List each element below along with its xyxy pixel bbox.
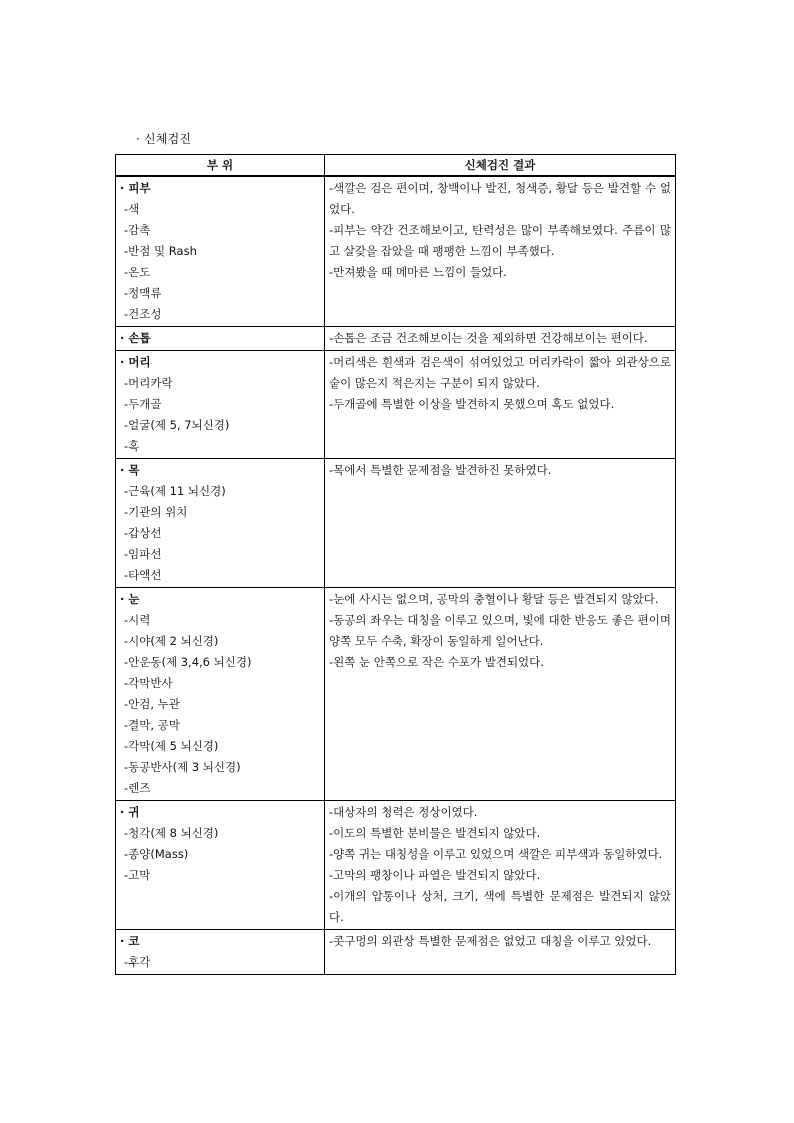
item-label: -고막	[124, 868, 151, 882]
table-row-nails	[116, 327, 676, 351]
item-label: -정맥류	[124, 286, 162, 300]
table-row-head	[116, 351, 676, 459]
table-row-neck	[116, 459, 676, 588]
result-cell	[325, 801, 676, 930]
item-label: -감촉	[124, 223, 151, 237]
category-label: · 머리	[120, 355, 151, 369]
finding-text: -피부는 약간 건조해보이고, 탄력성은 많이 부족해보였다. 주름이 많고 살갗을 잡았을 때 팽팽한 느낌이 부족했다.	[329, 223, 671, 258]
category-label: · 목	[120, 463, 140, 477]
part-cell	[116, 930, 325, 975]
finding-text: -고막의 팽창이나 파열은 발견되지 않았다.	[329, 868, 541, 882]
item-label: -안검, 누관	[124, 697, 180, 711]
item-label: -시력	[124, 613, 151, 627]
item-label: -타액선	[124, 568, 162, 582]
item-label: -얼굴(제 5, 7뇌신경)	[124, 418, 230, 432]
finding-text: -동공의 좌우는 대칭을 이루고 있으며, 빛에 대한 반응도 좋은 편이며 양쪽 모두 수축, 확장이 동일하게 일어난다.	[329, 613, 671, 648]
item-label: -임파선	[124, 547, 162, 561]
table-row-skin	[116, 176, 676, 327]
finding-text: -이개의 압통이나 상처, 크기, 색에 특별한 문제점은 발견되지 않았다.	[329, 889, 671, 924]
part-cell	[116, 176, 325, 327]
finding-text: -양쪽 귀는 대칭성을 이루고 있었으며 색깔은 피부색과 동일하였다.	[329, 847, 663, 861]
category-label: · 눈	[120, 592, 140, 606]
item-label: -머리카락	[124, 376, 173, 390]
part-cell	[116, 351, 325, 459]
table-header-row	[116, 155, 676, 177]
item-label: -근육(제 11 뇌신경)	[124, 484, 226, 498]
category-label: · 손톱	[120, 331, 151, 345]
result-cell	[325, 930, 676, 975]
finding-text: -콧구멍의 외관상 특별한 문제점은 없었고 대칭을 이루고 있었다.	[329, 934, 652, 948]
item-label: -건조성	[124, 307, 162, 321]
finding-text: -왼쪽 눈 안쪽으로 작은 수포가 발견되었다.	[329, 655, 544, 669]
part-cell	[116, 459, 325, 588]
result-cell	[325, 176, 676, 327]
finding-text: -이도의 특별한 분비물은 발견되지 않았다.	[329, 826, 541, 840]
item-label: -동공반사(제 3 뇌신경)	[124, 760, 241, 774]
finding-text: -대상자의 청력은 정상이였다.	[329, 805, 478, 819]
finding-text: -색깔은 검은 편이며, 창백이나 발진, 청색증, 황달 등은 발견할 수 없었다.	[329, 181, 671, 216]
finding-text: -머리색은 흰색과 검은색이 섞여있었고 머리카락이 짧아 외관상으로 숱이 많은지 적은지는 구분이 되지 않았다.	[329, 355, 671, 390]
item-label: -갑상선	[124, 526, 162, 540]
item-label: -기관의 위치	[124, 505, 188, 519]
finding-text: -목에서 특별한 문제점을 발견하진 못하였다.	[329, 463, 552, 477]
finding-text: -눈에 사시는 없으며, 공막의 충혈이나 황달 등은 발견되지 않았다.	[329, 592, 659, 606]
result-cell	[325, 351, 676, 459]
part-cell	[116, 588, 325, 801]
item-label: -혹	[124, 439, 140, 453]
finding-text: -손톱은 조금 건조해보이는 것을 제외하면 건강해보이는 편이다.	[329, 331, 648, 345]
category-label: · 귀	[120, 805, 140, 819]
item-label: -안운동(제 3,4,6 뇌신경)	[124, 655, 252, 669]
item-label: -온도	[124, 265, 151, 279]
table-row-ears	[116, 801, 676, 930]
header-result: 신체검진 결과	[325, 155, 676, 177]
item-label: -후각	[124, 955, 151, 969]
table-row-nose	[116, 930, 676, 975]
result-cell	[325, 327, 676, 351]
item-label: -색	[124, 202, 140, 216]
item-label: -두개골	[124, 397, 162, 411]
result-cell	[325, 588, 676, 801]
physical-exam-table	[115, 154, 676, 975]
item-label: -결막, 공막	[124, 718, 180, 732]
header-part: 부 위	[116, 155, 325, 177]
result-cell	[325, 459, 676, 588]
part-cell	[116, 801, 325, 930]
item-label: -시야(제 2 뇌신경)	[124, 634, 219, 648]
item-label: -각막(제 5 뇌신경)	[124, 739, 219, 753]
finding-text: -두개골에 특별한 이상을 발견하지 못했으며 혹도 없었다.	[329, 397, 615, 411]
item-label: -렌즈	[124, 781, 151, 795]
category-label: · 피부	[120, 181, 151, 195]
part-cell	[116, 327, 325, 351]
section-title: · 신체검진	[136, 132, 192, 146]
item-label: -반점 및 Rash	[124, 244, 197, 258]
table-row-eyes	[116, 588, 676, 801]
item-label: -청각(제 8 뇌신경)	[124, 826, 219, 840]
item-label: -종양(Mass)	[124, 847, 189, 861]
finding-text: -만져봤을 때 메마른 느낌이 들었다.	[329, 265, 507, 279]
category-label: · 코	[120, 934, 140, 948]
item-label: -각막반사	[124, 676, 173, 690]
